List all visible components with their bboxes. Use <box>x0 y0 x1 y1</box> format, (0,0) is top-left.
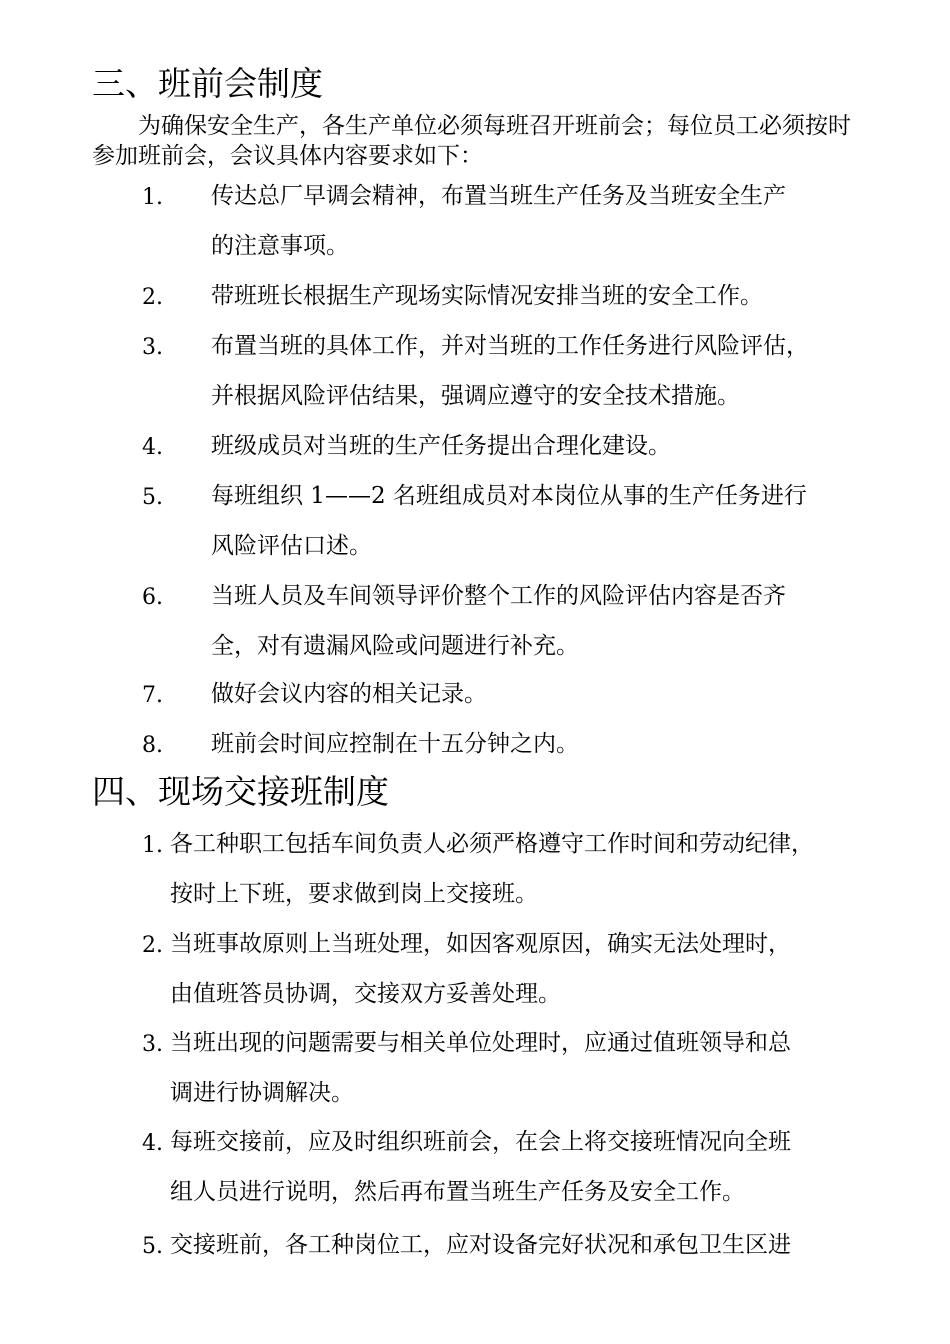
list-number: 8. <box>142 733 163 758</box>
list-number: 5. <box>142 1234 163 1259</box>
list-item-text: 当班出现的问题需要与相关单位处理时，应通过值班领导和总 <box>170 1030 791 1056</box>
list-item-text: 由值班答员协调，交接双方妥善处理。 <box>170 981 561 1007</box>
list-item-text: 全，对有遗漏风险或问题进行补充。 <box>211 633 579 659</box>
list-item-text: 传达总厂早调会精神，布置当班生产任务及当班安全生产 <box>211 183 786 209</box>
list-item-text: 每班交接前，应及时组织班前会，在会上将交接班情况向全班 <box>170 1129 791 1155</box>
list-item-text: 做好会议内容的相关记录。 <box>211 681 487 707</box>
list-number: 4. <box>142 1131 163 1156</box>
list-item-text: 风险评估口述。 <box>211 533 372 559</box>
list-number: 3. <box>142 335 163 360</box>
list-item-text: 当班人员及车间领导评价整个工作的风险评估内容是否齐 <box>211 583 786 609</box>
list-item-text: 交接班前，各工种岗位工，应对设备完好状况和承包卫生区进 <box>170 1232 791 1258</box>
list-number: 4. <box>142 435 163 460</box>
list-item-text: 的注意事项。 <box>211 233 349 259</box>
list-item-text: 并根据风险评估结果，强调应遵守的安全技术措施。 <box>211 383 740 409</box>
list-item-text: 班前会时间应控制在十五分钟之内。 <box>211 731 579 757</box>
list-item-text: 当班事故原则上当班处理，如因客观原因，确实无法处理时， <box>170 931 791 957</box>
list-item-text: 各工种职工包括车间负责人必须严格遵守工作时间和劳动纪律， <box>170 831 814 857</box>
list-item-text: 带班班长根据生产现场实际情况安排当班的安全工作。 <box>211 283 763 309</box>
list-item-text: 调进行协调解决。 <box>170 1080 354 1106</box>
section4-title: 四、现场交接班制度 <box>92 772 389 811</box>
section3-intro <box>92 111 862 171</box>
list-number: 5. <box>142 485 163 510</box>
list-number: 2. <box>142 285 163 310</box>
section3-intro-text: 为确保安全生产，各生产单位必须每班召开班前会；每位员工必须按时参加班前会，会议具体内容要求如下： <box>92 113 851 169</box>
list-number: 7. <box>142 683 163 708</box>
list-item-text: 每班组织 1——2 名班组成员对本岗位从事的生产任务进行 <box>211 483 807 509</box>
list-number: 1. <box>142 833 163 858</box>
list-item-text: 布置当班的具体工作，并对当班的工作任务进行风险评估， <box>211 333 809 359</box>
list-number: 2. <box>142 933 163 958</box>
list-item-text: 按时上下班，要求做到岗上交接班。 <box>170 881 538 907</box>
list-item-text: 班级成员对当班的生产任务提出合理化建设。 <box>211 433 671 459</box>
list-item-text: 组人员进行说明，然后再布置当班生产任务及安全工作。 <box>170 1179 745 1205</box>
section3-title: 三、班前会制度 <box>92 64 323 103</box>
list-number: 3. <box>142 1032 163 1057</box>
list-number: 6. <box>142 585 163 610</box>
list-number: 1. <box>142 185 163 210</box>
